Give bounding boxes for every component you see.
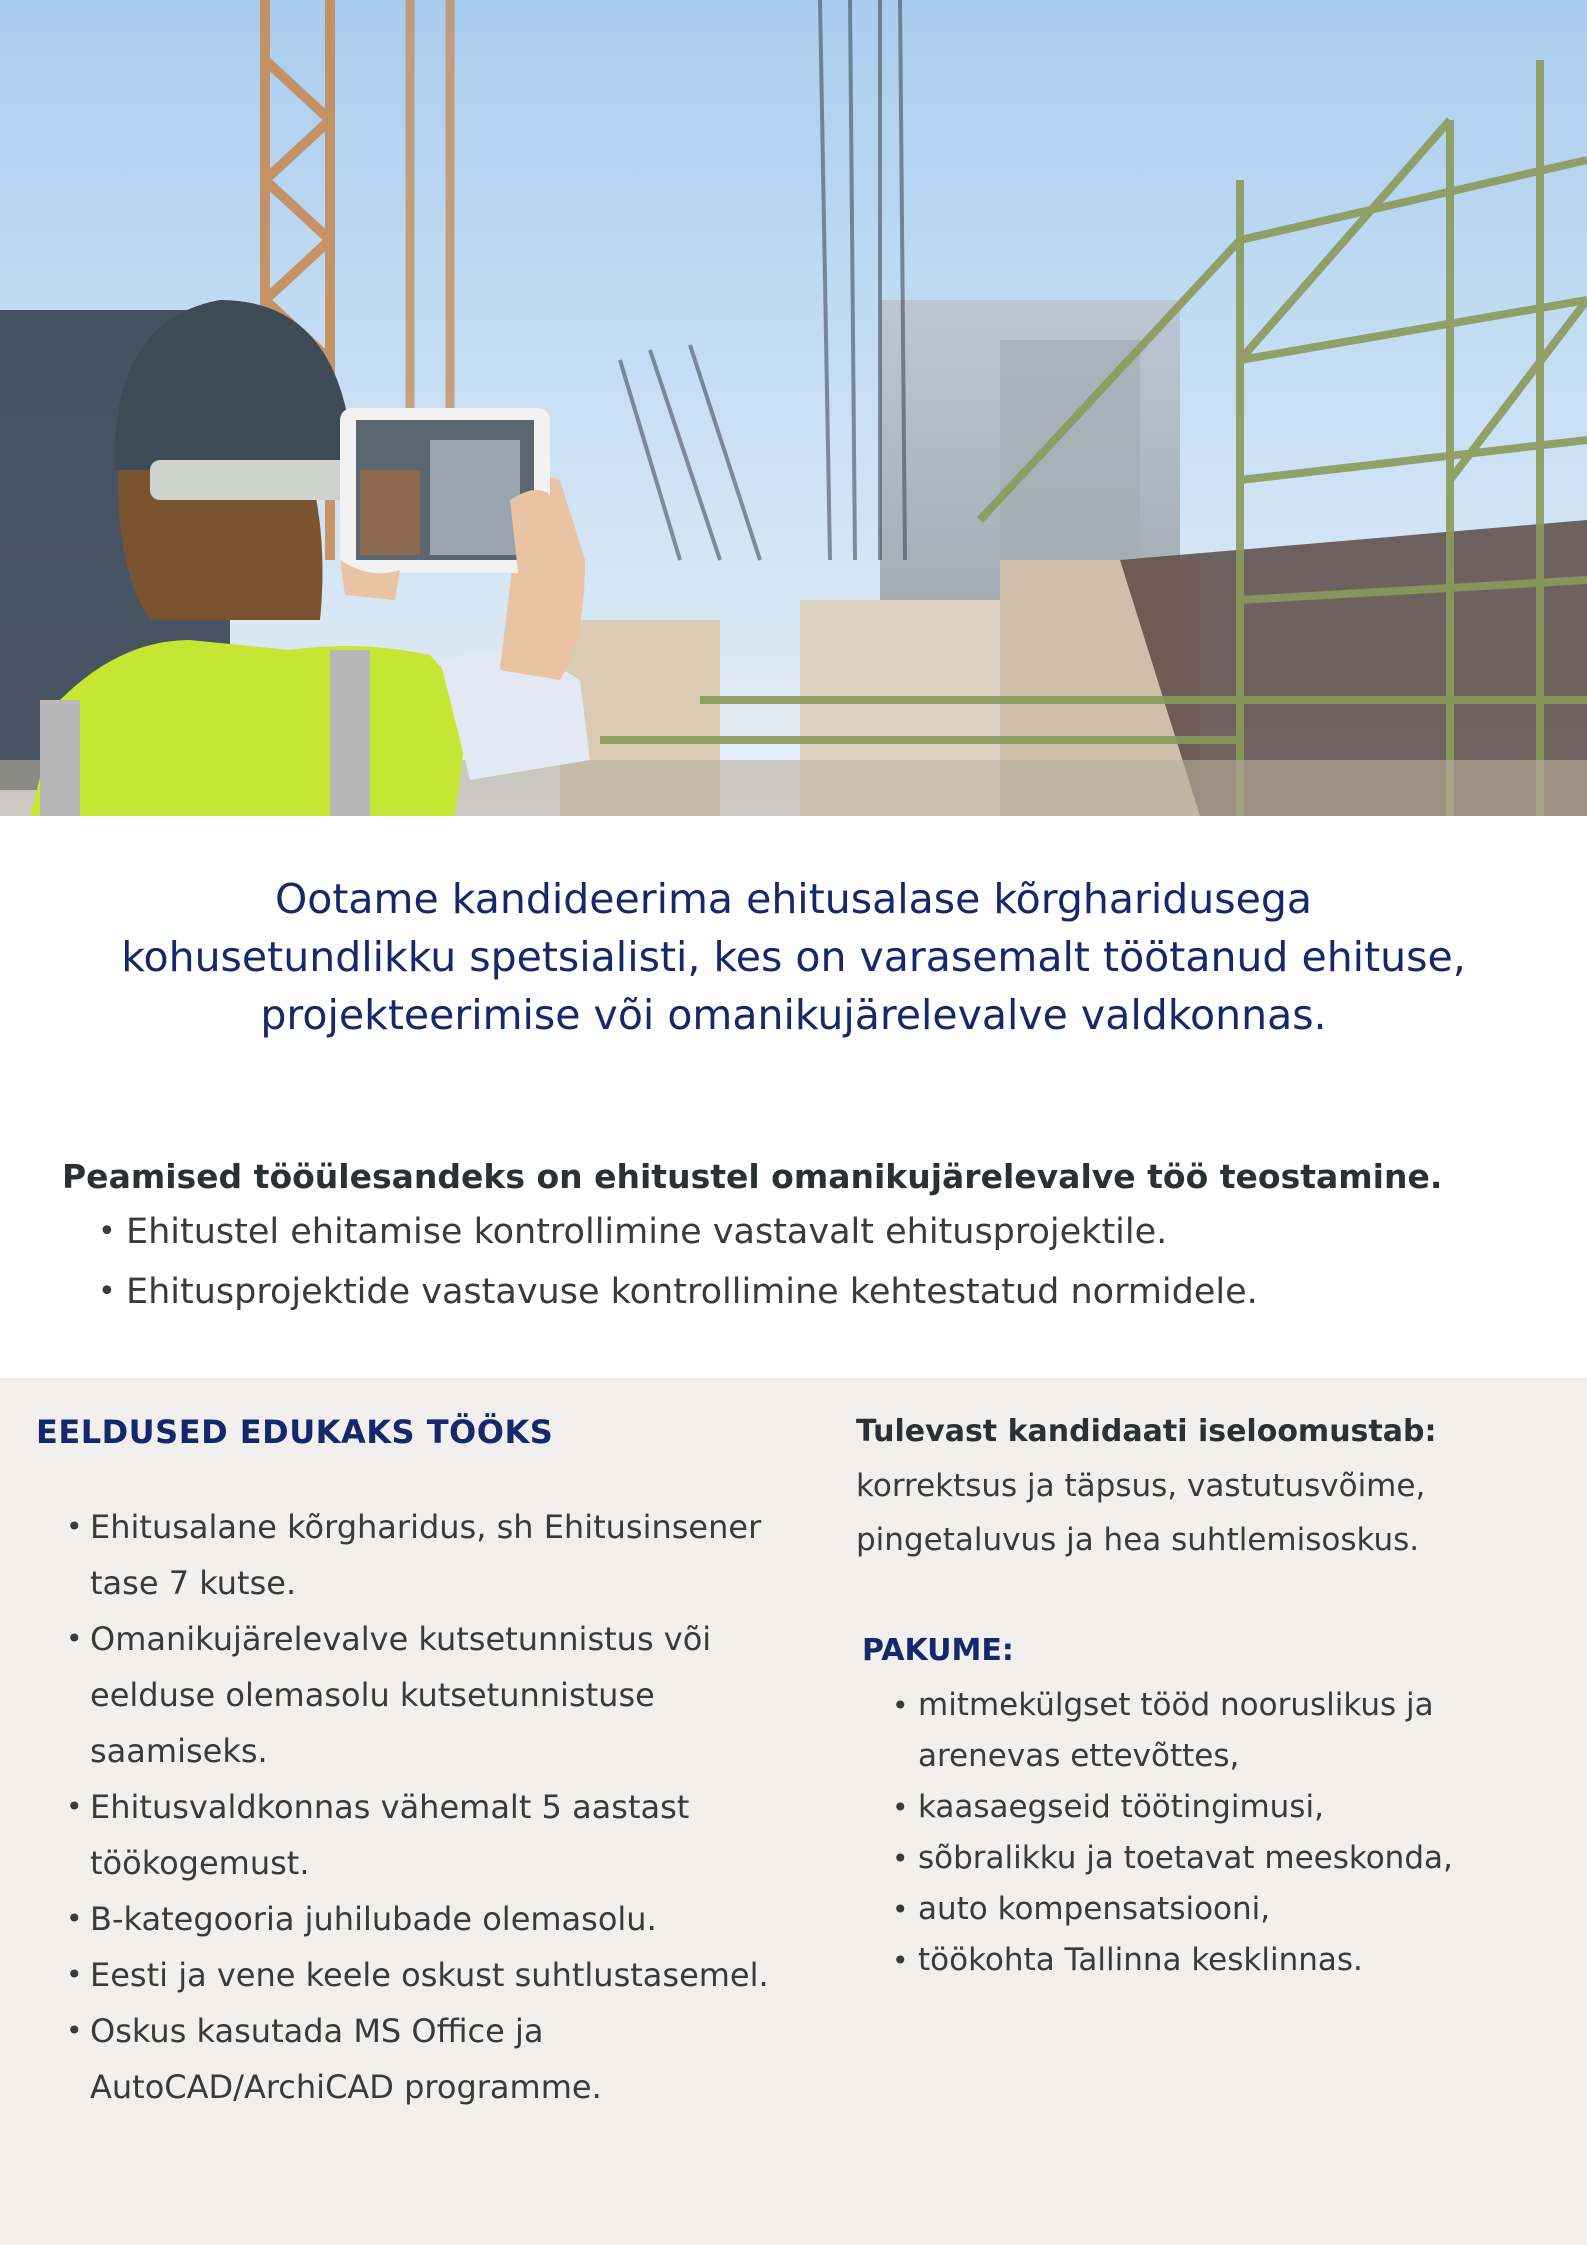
duties-section [62,1152,1542,1322]
list-item: • Eesti ja vene keele oskust suhtlustasemel. [66,1947,826,2003]
list-item: • Oskus kasutada MS Office ja AutoCAD/ArchiCAD programme. [66,2003,826,2115]
requirements-list [66,1499,826,2115]
list-item: • Ehitusvaldkonnas vähemalt 5 aastast töökogemust. [66,1779,826,1891]
candidate-title: Tulevast kandidaati iseloomustab: [856,1414,1437,1449]
list-item: • sõbralikku ja toetavat meeskonda, [892,1833,1562,1884]
requirements-section [36,1405,826,2115]
list-item: • Ehitusprojektide vastavuse kontrollimine kehtestatud normidele. [98,1262,1542,1322]
offer-section [862,1626,1562,1986]
candidate-section [856,1405,1556,1567]
offer-title: PAKUME: [862,1633,1014,1668]
list-item: • B-kategooria juhilubade olemasolu. [66,1891,826,1947]
list-item: • auto kompensatsiooni, [892,1884,1562,1935]
list-item: • Ehitustel ehitamise kontrollimine vastavalt ehitusprojektile. [98,1202,1542,1262]
list-item: • mitmekülgset tööd nooruslikus ja arenevas ettevõttes, [892,1680,1562,1782]
duties-list [98,1202,1542,1322]
offer-list [892,1680,1562,1986]
list-item: • Ehitusalane kõrgharidus, sh Ehitusinsener tase 7 kutse. [66,1499,826,1611]
candidate-text: korrektsus ja täpsus, vastutusvõime, pingetaluvus ja hea suhtlemisoskus. [856,1468,1426,1558]
hero-photo [0,0,1587,816]
list-item: • Omanikujärelevalve kutsetunnistus või eelduse olemasolu kutsetunnistuse saamiseks. [66,1611,826,1779]
list-item: • kaasaegseid töötingimusi, [892,1782,1562,1833]
requirements-title: EELDUSED EDUKAKS TÖÖKS [36,1413,554,1451]
list-item: • töökohta Tallinna kesklinnas. [892,1935,1562,1986]
duties-title: Peamised tööülesandeks on ehitustel omanikujärelevalve töö teostamine. [62,1157,1443,1196]
intro-text: Ootame kandideerima ehitusalase kõrgharidusega kohusetundlikku spetsialisti, kes on varasemalt töötanud ehituse, projekteerimise või omanikujärelevalve valdkonnas. [121,875,1466,1039]
